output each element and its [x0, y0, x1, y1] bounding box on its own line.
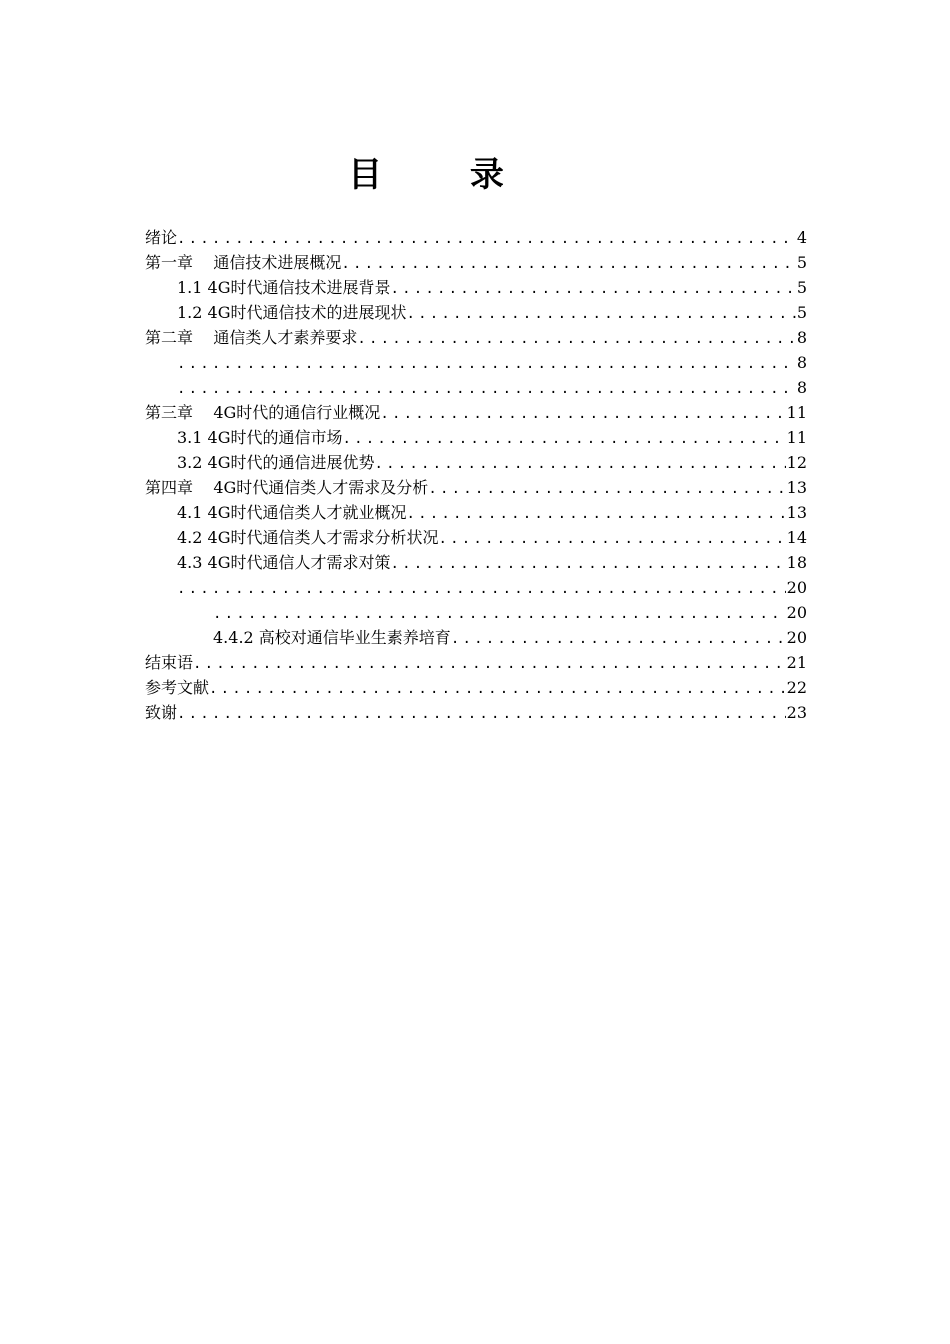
toc-dot-leader	[375, 452, 786, 475]
toc-entry[interactable]	[145, 675, 807, 700]
toc-entry-page-number: 12	[786, 453, 807, 472]
toc-entry-page-number: 4	[796, 228, 807, 247]
toc-entry-label: 第一章 通信技术进展概况	[145, 253, 342, 272]
toc-entry[interactable]	[145, 575, 807, 600]
toc-dot-leader	[391, 552, 786, 575]
toc-dot-leader	[380, 402, 785, 425]
toc-entry[interactable]	[145, 525, 807, 550]
toc-dot-leader	[341, 252, 795, 275]
toc-entry-label: 4.1 4G时代通信类人才就业概况	[177, 503, 407, 522]
toc-entry-page-number: 8	[796, 353, 807, 372]
toc-entry[interactable]	[145, 625, 807, 650]
toc-entry[interactable]	[145, 325, 807, 350]
toc-dot-leader	[439, 527, 786, 550]
toc-entry-page-number: 11	[786, 403, 807, 422]
toc-dot-leader	[407, 302, 796, 325]
toc-entry-page-number: 5	[796, 253, 807, 272]
toc-entry-label: 第四章 4G时代通信类人才需求及分析	[145, 478, 429, 497]
toc-entry-label: 1.1 4G时代通信技术进展背景	[177, 278, 391, 297]
toc-entry-page-number: 21	[786, 653, 807, 672]
toc-dot-leader	[177, 352, 796, 375]
toc-entry-page-number: 11	[786, 428, 807, 447]
toc-entry-label: 4.3 4G时代通信人才需求对策	[177, 553, 391, 572]
toc-entry-page-number: 23	[786, 703, 807, 722]
toc-entry-label: 第二章 通信类人才素养要求	[145, 328, 358, 347]
toc-entry-page-number: 14	[786, 528, 807, 547]
toc-dot-leader	[357, 327, 795, 350]
toc-entry[interactable]	[145, 425, 807, 450]
toc-entry-label: 绪论	[145, 228, 178, 247]
toc-dot-leader	[451, 627, 786, 650]
toc-dot-leader	[213, 602, 786, 625]
toc-entry-page-number: 8	[796, 328, 807, 347]
toc-entry-label: 4.2 4G时代通信类人才需求分析状况	[177, 528, 439, 547]
toc-dot-leader	[391, 277, 796, 300]
toc-dot-leader	[209, 677, 786, 700]
toc-entry[interactable]	[145, 400, 807, 425]
toc-entry[interactable]	[145, 500, 807, 525]
toc-entry-page-number: 13	[786, 478, 807, 497]
toc-dot-leader	[177, 377, 796, 400]
toc-entry-label: 结束语	[145, 653, 194, 672]
toc-dot-leader	[193, 652, 786, 675]
toc-dot-leader	[177, 702, 786, 725]
toc-dot-leader	[407, 502, 786, 525]
toc-entry[interactable]	[145, 375, 807, 400]
toc-entry-label: 致谢	[145, 703, 178, 722]
toc-entry-page-number: 20	[786, 628, 807, 647]
toc-entry-label: 3.1 4G时代的通信市场	[177, 428, 343, 447]
toc-dot-leader	[428, 477, 785, 500]
toc-entry-page-number: 5	[796, 278, 807, 297]
toc-entry-page-number: 8	[796, 378, 807, 397]
toc-entry-label: 4.4.2 高校对通信毕业生素养培育	[213, 628, 451, 647]
toc-entry-page-number: 20	[786, 603, 807, 622]
toc-entry-page-number: 20	[786, 578, 807, 597]
toc-entry-page-number: 22	[786, 678, 807, 697]
toc-entry[interactable]	[145, 550, 807, 575]
toc-entry-label: 第三章 4G时代的通信行业概况	[145, 403, 381, 422]
toc-entry-page-number: 5	[796, 303, 807, 322]
toc-entry[interactable]	[145, 475, 807, 500]
toc-entry-label: 1.2 4G时代通信技术的进展现状	[177, 303, 407, 322]
toc-entry[interactable]	[145, 650, 807, 675]
toc-dot-leader	[177, 577, 786, 600]
table-of-contents	[145, 225, 807, 725]
toc-entry[interactable]	[145, 225, 807, 250]
toc-entry-label: 3.2 4G时代的通信进展优势	[177, 453, 375, 472]
toc-entry-page-number: 13	[786, 503, 807, 522]
toc-entry[interactable]	[145, 700, 807, 725]
toc-entry[interactable]	[145, 350, 807, 375]
toc-entry[interactable]	[145, 275, 807, 300]
page-title: 目 录	[348, 155, 542, 195]
toc-entry-page-number: 18	[786, 553, 807, 572]
toc-entry[interactable]	[145, 300, 807, 325]
toc-entry[interactable]	[145, 600, 807, 625]
toc-entry-label: 参考文献	[145, 678, 210, 697]
toc-dot-leader	[343, 427, 786, 450]
toc-dot-leader	[177, 227, 796, 250]
toc-entry[interactable]	[145, 450, 807, 475]
toc-entry[interactable]	[145, 250, 807, 275]
